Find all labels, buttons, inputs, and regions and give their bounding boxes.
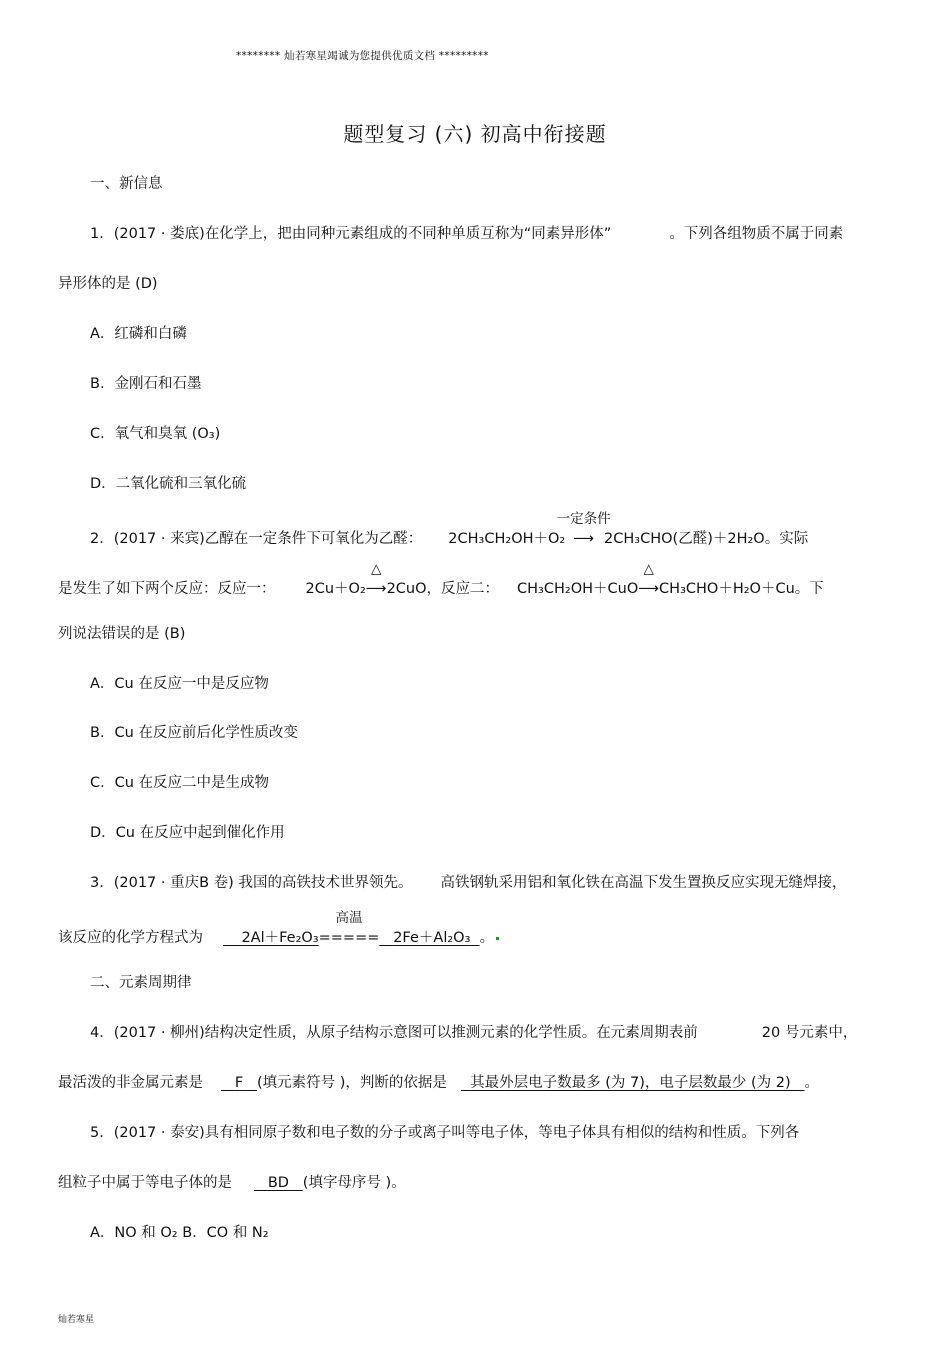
question-3-line-1: 3．(2017 · 重庆B 卷) 我国的高铁技术世界领先。 高铁钢轨采用铝和氧化铁在高温下发生置换反应实现无缝焊接， bbox=[90, 875, 847, 891]
answer-blank-reason: 其最外层电子数最多 (为 7)，电子层数最少 (为 2) bbox=[470, 1075, 791, 1091]
question-2-option-c: C．Cu 在反应二中是生成物 bbox=[90, 775, 270, 791]
question-5-line-1: 5．(2017 · 泰安)具有相同原子数和电子数的分子或离子叫等电子体，等电子体具有相似的结构和性质。下列各 bbox=[90, 1125, 800, 1141]
question-2-option-b: B．Cu 在反应前后化学性质改变 bbox=[90, 725, 298, 741]
question-1-option-a: A．红磷和白磷 bbox=[90, 326, 187, 342]
reaction-arrow: 一定条件 ⟶ bbox=[556, 511, 611, 547]
question-4-line-1: 4．(2017 · 柳州)结构决定性质，从原子结构示意图可以推测元素的化学性质。在元素周期表前 20 号元素中， bbox=[90, 1025, 858, 1041]
reaction-arrow-heat: △ ⟶ bbox=[365, 561, 387, 597]
reaction-equals-high-temp: 高温 ===== bbox=[318, 910, 380, 946]
section-heading-new-info: 一、新信息 bbox=[90, 176, 163, 192]
page-header: ******** 灿若寒星竭诚为您提供优质文档 ********* bbox=[236, 50, 489, 62]
page-footer: 灿若寒星 bbox=[58, 1315, 95, 1325]
question-5-line-2: 组粒子中属于等电子体的是 BD (填字母序号 )。 bbox=[58, 1175, 406, 1191]
section-heading-periodic-law: 二、元素周期律 bbox=[90, 975, 192, 991]
stray-mark-icon bbox=[496, 937, 499, 940]
question-1-option-d: D．二氧化硫和三氧化硫 bbox=[90, 476, 247, 492]
question-1-option-b: B．金刚石和石墨 bbox=[90, 376, 202, 392]
answer-blank-letters: BD bbox=[267, 1175, 289, 1191]
question-1-line-2: 异形体的是 (D) bbox=[58, 276, 158, 292]
question-2-option-d: D．Cu 在反应中起到催化作用 bbox=[90, 825, 285, 841]
question-2-line-2: 是发生了如下两个反应：反应一： 2Cu＋O₂ △ ⟶2CuO，反应二： CH₃CH₂OH＋CuO △ ⟶CH₃CHO＋H₂O＋Cu。下 bbox=[58, 561, 824, 597]
question-3-line-2: 该反应的化学方程式为 2Al＋Fe₂O₃ 高温 ===== 2Fe＋Al₂O₃ 。 bbox=[58, 928, 499, 948]
question-1-line-1: 1．(2017 · 娄底)在化学上，把由同种元素组成的不同种单质互称为“同素异形体” 。下列各组物质不属于同素 bbox=[90, 226, 844, 242]
page-title: 题型复习 (六) 初高中衔接题 bbox=[343, 122, 607, 146]
question-5-options: A．NO 和 O₂ B．CO 和 N₂ bbox=[90, 1225, 269, 1241]
question-4-line-2: 最活泼的非金属元素是 F (填元素符号 )，判断的依据是 其最外层电子数最多 (为 7)，电子层数最少 (为 2) 。 bbox=[58, 1075, 819, 1091]
question-1-option-c: C．氧气和臭氧 (O₃) bbox=[90, 426, 221, 442]
question-2-option-a: A．Cu 在反应一中是反应物 bbox=[90, 676, 269, 692]
question-2-line-1: 2．(2017 · 来宾)乙醇在一定条件下可氧化为乙醛： 2CH₃CH₂OH＋O₂ 一定条件 ⟶ 2CH₃CHO(乙醛)＋2H₂O。实际 bbox=[90, 511, 809, 547]
answer-blank-element: F bbox=[234, 1075, 244, 1091]
answer-blank-equation: 2Al＋Fe₂O₃ 高温 ===== 2Fe＋Al₂O₃ bbox=[241, 910, 471, 946]
question-2-line-3: 列说法错误的是 (B) bbox=[58, 626, 186, 642]
reaction-arrow-heat: △ ⟶ bbox=[638, 561, 660, 597]
